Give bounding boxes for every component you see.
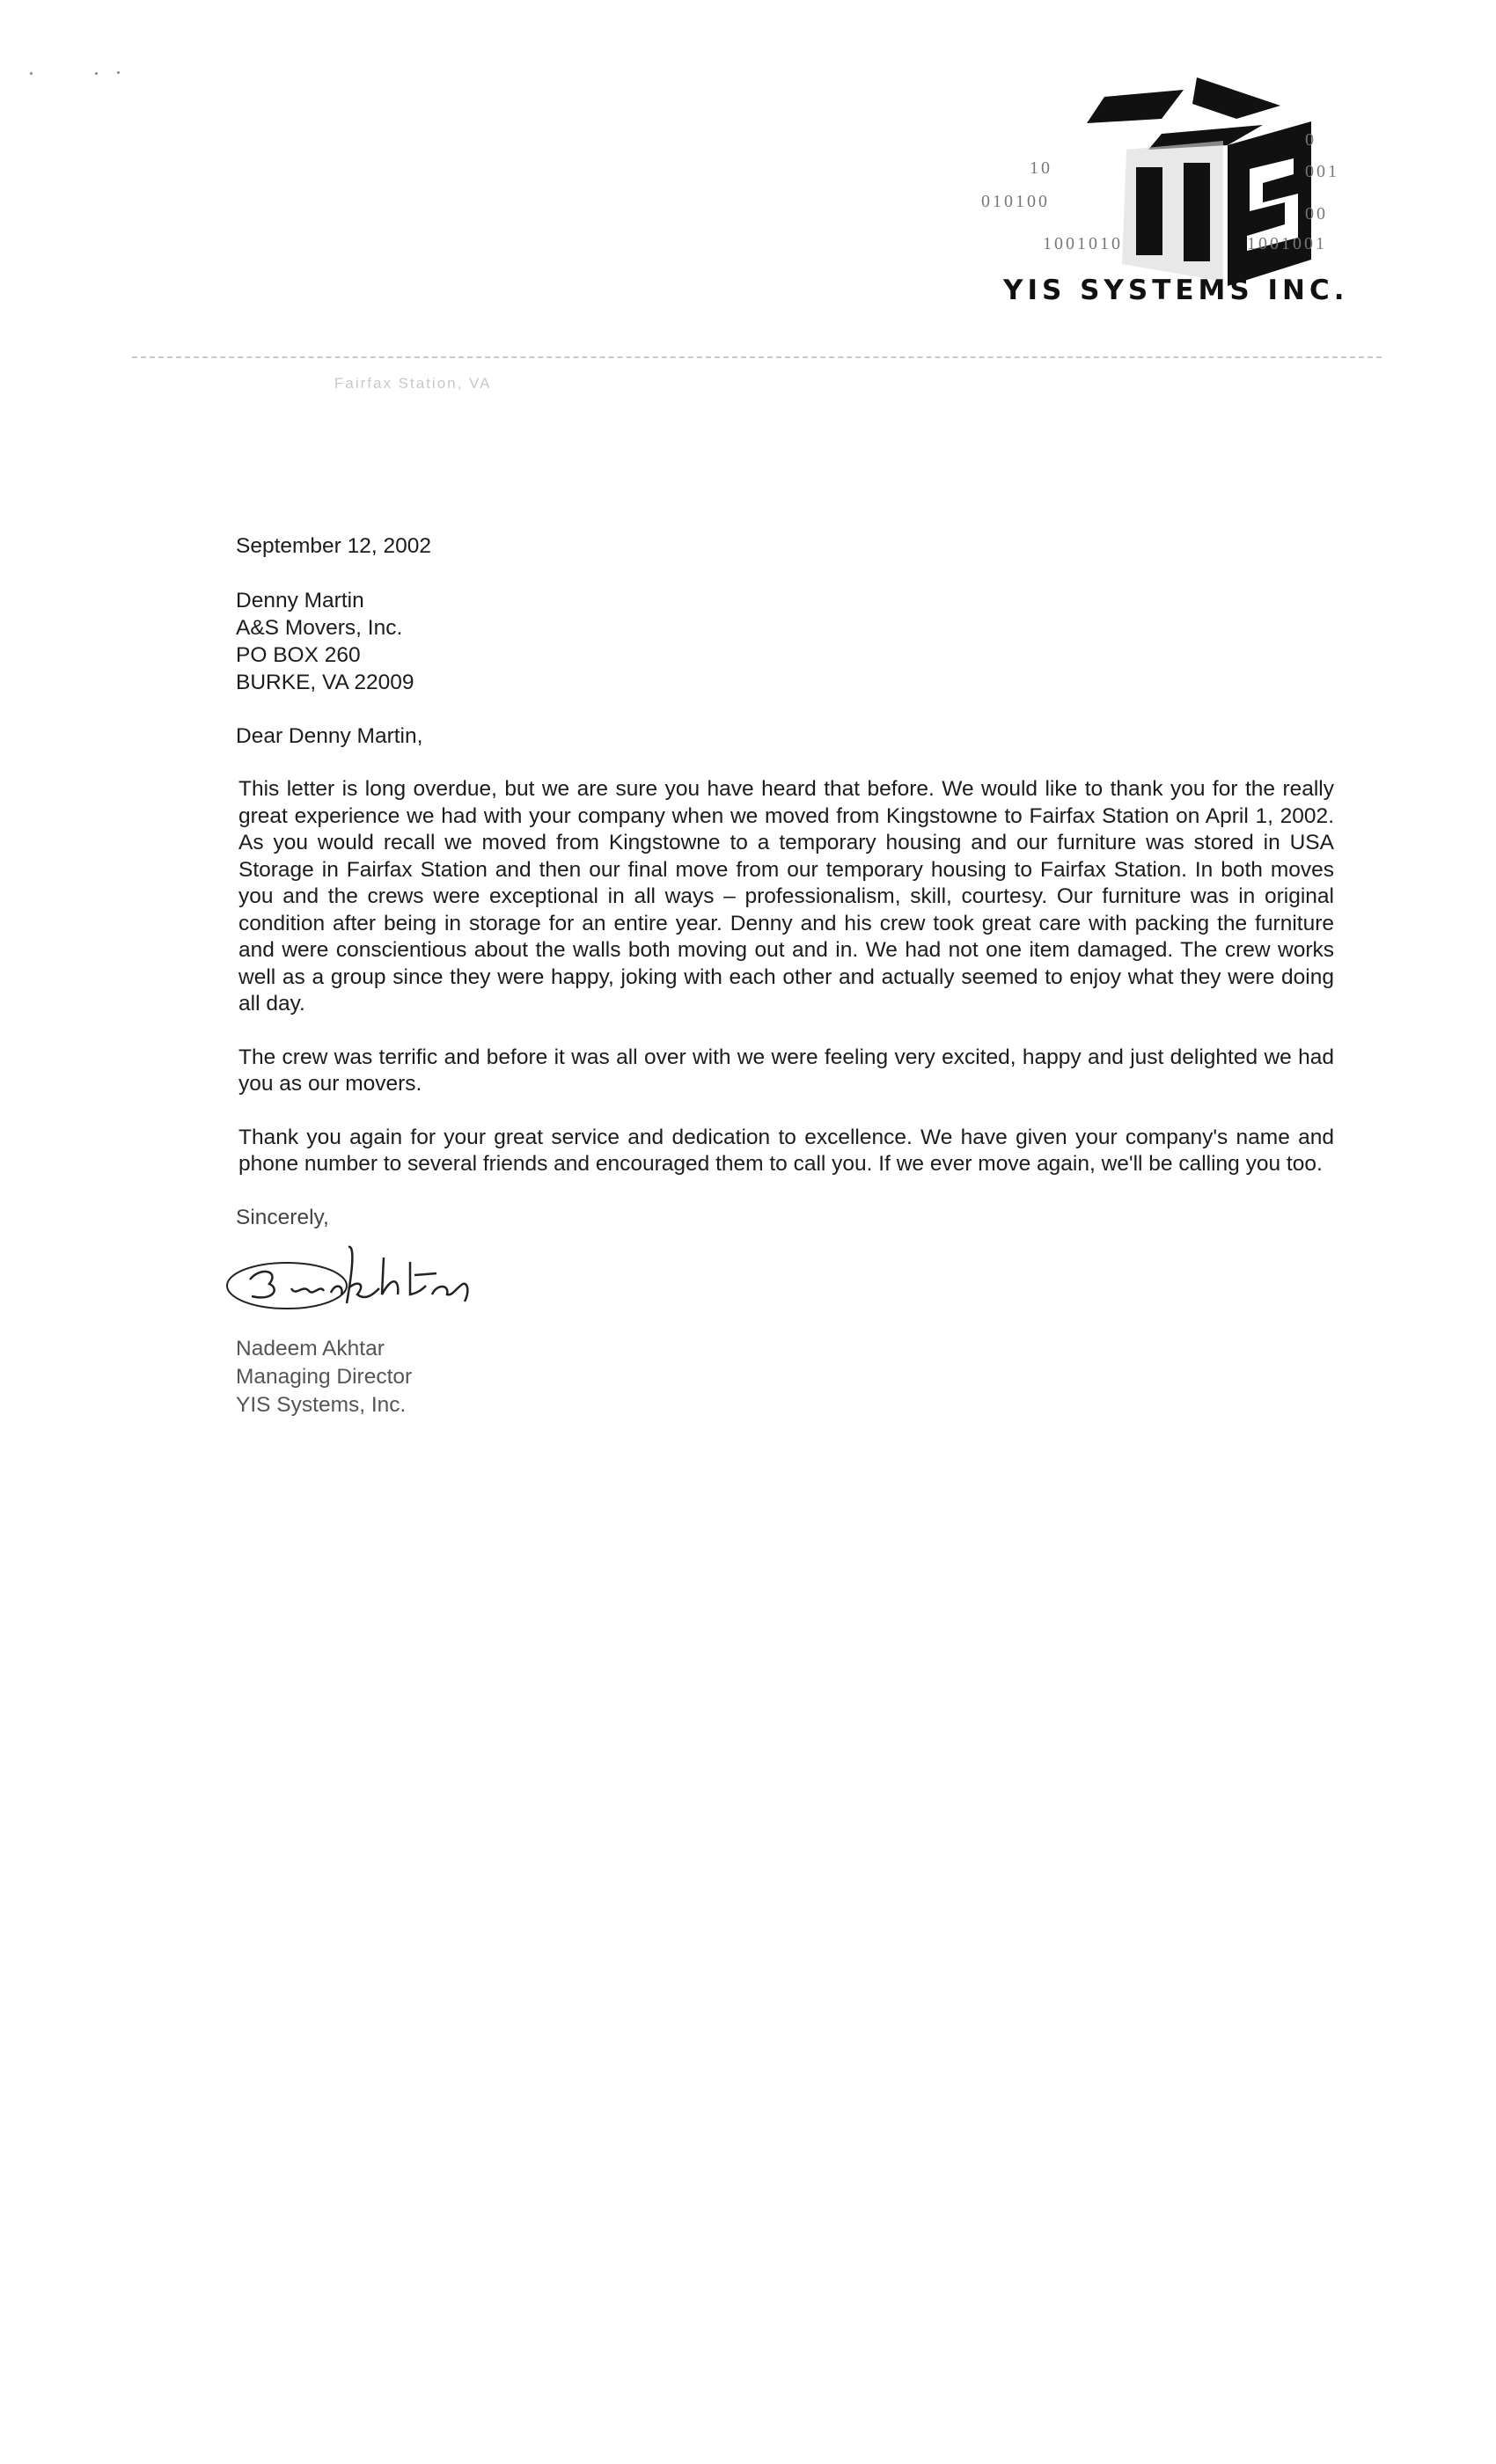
- address-text: Fairfax Station, VA: [334, 375, 492, 392]
- signature: [236, 1240, 1334, 1335]
- scan-speck: [95, 72, 98, 75]
- letter-body: [236, 533, 1334, 1419]
- recipient-name: Denny Martin: [236, 588, 364, 612]
- scan-speck: [30, 72, 33, 75]
- letter-date: September 12, 2002: [236, 534, 432, 558]
- closing: Sincerely,: [236, 1205, 329, 1229]
- logo-binary: 010100: [981, 192, 1050, 211]
- signer-company: YIS Systems, Inc.: [236, 1393, 407, 1417]
- logo-binary: 00: [1305, 204, 1328, 224]
- paragraph: This letter is long overdue, but we are sure you have heard that before. We would like to thank you for the really great experience we had with your company when we moved from Kingstowne to Fairfax Station on April 1, 2002. As you would recall we moved from Kingstowne to a temporary housing and our furniture was stored in USA Storage in Fairfax Station and then our final move from our temporary housing to Fairfax Station. In both moves you and the crews were exceptional in all ways – professionalism, skill, courtesy. Our furniture was in original condition after being in storage for an entire year. Denny and his crew took great care with packing the furniture and were conscientious about the walls both moving out and in. We had not one item damaged. The crew works well as a group since they were happy, joking with each other and actually seemed to enjoy what they were doing all day.: [238, 777, 1334, 1016]
- recipient-address: [236, 587, 1334, 696]
- recipient-company: A&S Movers, Inc.: [236, 615, 403, 640]
- scan-speck: [117, 71, 120, 74]
- logo-binary: 10: [1030, 158, 1052, 178]
- letterhead-divider: [132, 356, 1382, 358]
- logo-binary: 0: [1305, 130, 1316, 150]
- logo-binary: 1001001: [1247, 234, 1327, 253]
- recipient-address-line1: PO BOX 260: [236, 642, 361, 667]
- signer-block: [236, 1335, 1334, 1419]
- signer-name: Nadeem Akhtar: [236, 1337, 385, 1360]
- recipient-address-line2: BURKE, VA 22009: [236, 670, 414, 694]
- signature-icon: [225, 1240, 524, 1328]
- logo-binary: 1001010: [1043, 234, 1123, 253]
- signer-title: Managing Director: [236, 1365, 413, 1389]
- company-name: YIS SYSTEMS INC.: [1003, 275, 1349, 306]
- letterhead-address-footer: [132, 375, 1382, 392]
- paragraph: The crew was terrific and before it was all over with we were feeling very excited, happy and just delighted we had you as our movers.: [238, 1045, 1334, 1096]
- logo-binary: 001: [1305, 162, 1339, 181]
- paragraph: Thank you again for your great service and dedication to excellence. We have given your company's name and phone number to several friends and encouraged them to call you. If we ever move again, we'll be calling you too.: [238, 1125, 1334, 1176]
- salutation: Dear Denny Martin,: [236, 723, 423, 748]
